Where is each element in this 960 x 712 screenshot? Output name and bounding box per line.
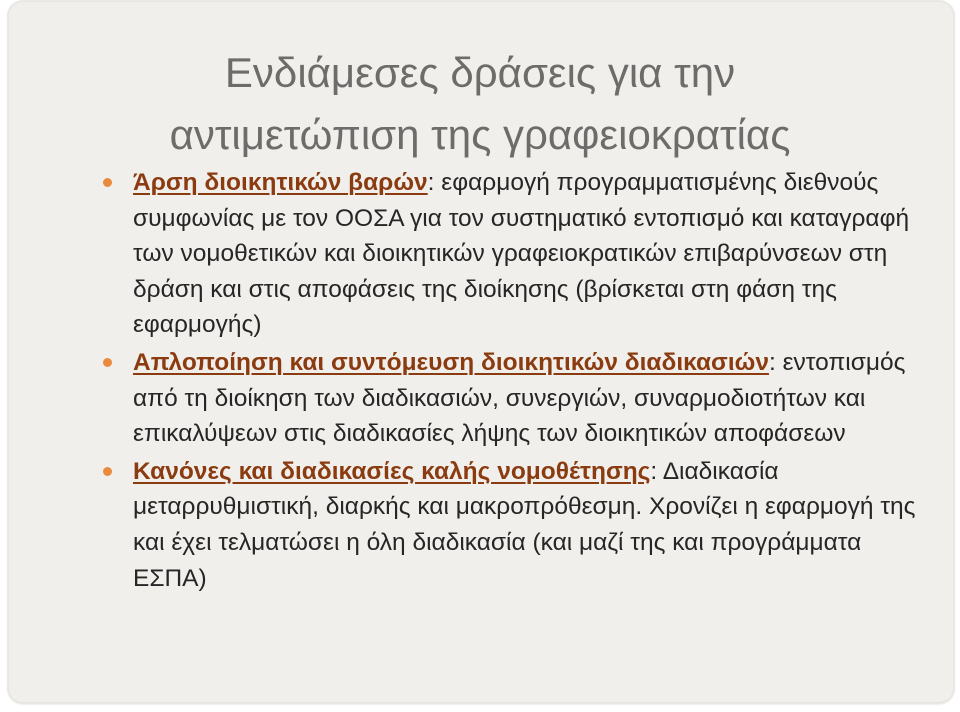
bullet-item-simplification <box>104 345 924 452</box>
bullet-term: Άρση διοικητικών βαρών <box>133 169 428 196</box>
bullet-term: Απλοποίηση και συντόμευση διοικητικών διαδικασιών <box>133 348 769 376</box>
bullet-item-good-legislation <box>104 454 924 596</box>
bullet-dot-icon <box>103 178 112 187</box>
slide-title <box>60 42 900 166</box>
bullet-text: εφαρμογή προγραμματισμένης διεθνούς συμφωνίας με τον ΟΟΣΑ για τον συστηματικό εντοπισμό και καταγραφή των νομοθετικών και διοικητικών γραφειοκρατικών επιβαρύνσεων στη δράση και στις αποφάσεις της διοίκησης (βρίσκεται στη φάση της εφαρμογής) <box>133 169 910 339</box>
slide-title-line-2: αντιμετώπιση της γραφειοκρατίας <box>169 111 791 159</box>
bullet-separator: : <box>650 457 658 485</box>
bullet-term: Κανόνες και διαδικασίες καλής νομοθέτησης <box>133 457 651 485</box>
bullet-text: εντοπισμός από τη διοίκηση των διαδικασιών, συνεργιών, συναρμοδιοτήτων και επικαλύψεων στις διαδικασίες λήψης των διοικητικών αποφάσεων <box>133 348 906 448</box>
bullet-list <box>104 165 924 598</box>
bullet-text: Διαδικασία μεταρρυθμιστική, διαρκής και μακροπρόθεσμη. Χρονίζει η εφαρμογή της και έχει τελματώσει η όλη διαδικασία (και μαζί της και προγράμματα ΕΣΠΑ) <box>133 457 916 592</box>
bullet-separator: : <box>768 348 776 376</box>
bullet-separator: : <box>427 169 435 196</box>
bullet-dot-icon <box>103 358 112 367</box>
slide-title-line-1: Ενδιάμεσες δράσεις για την <box>224 49 736 97</box>
bullet-dot-icon <box>103 467 112 476</box>
bullet-item-administrative-burdens <box>104 165 924 343</box>
